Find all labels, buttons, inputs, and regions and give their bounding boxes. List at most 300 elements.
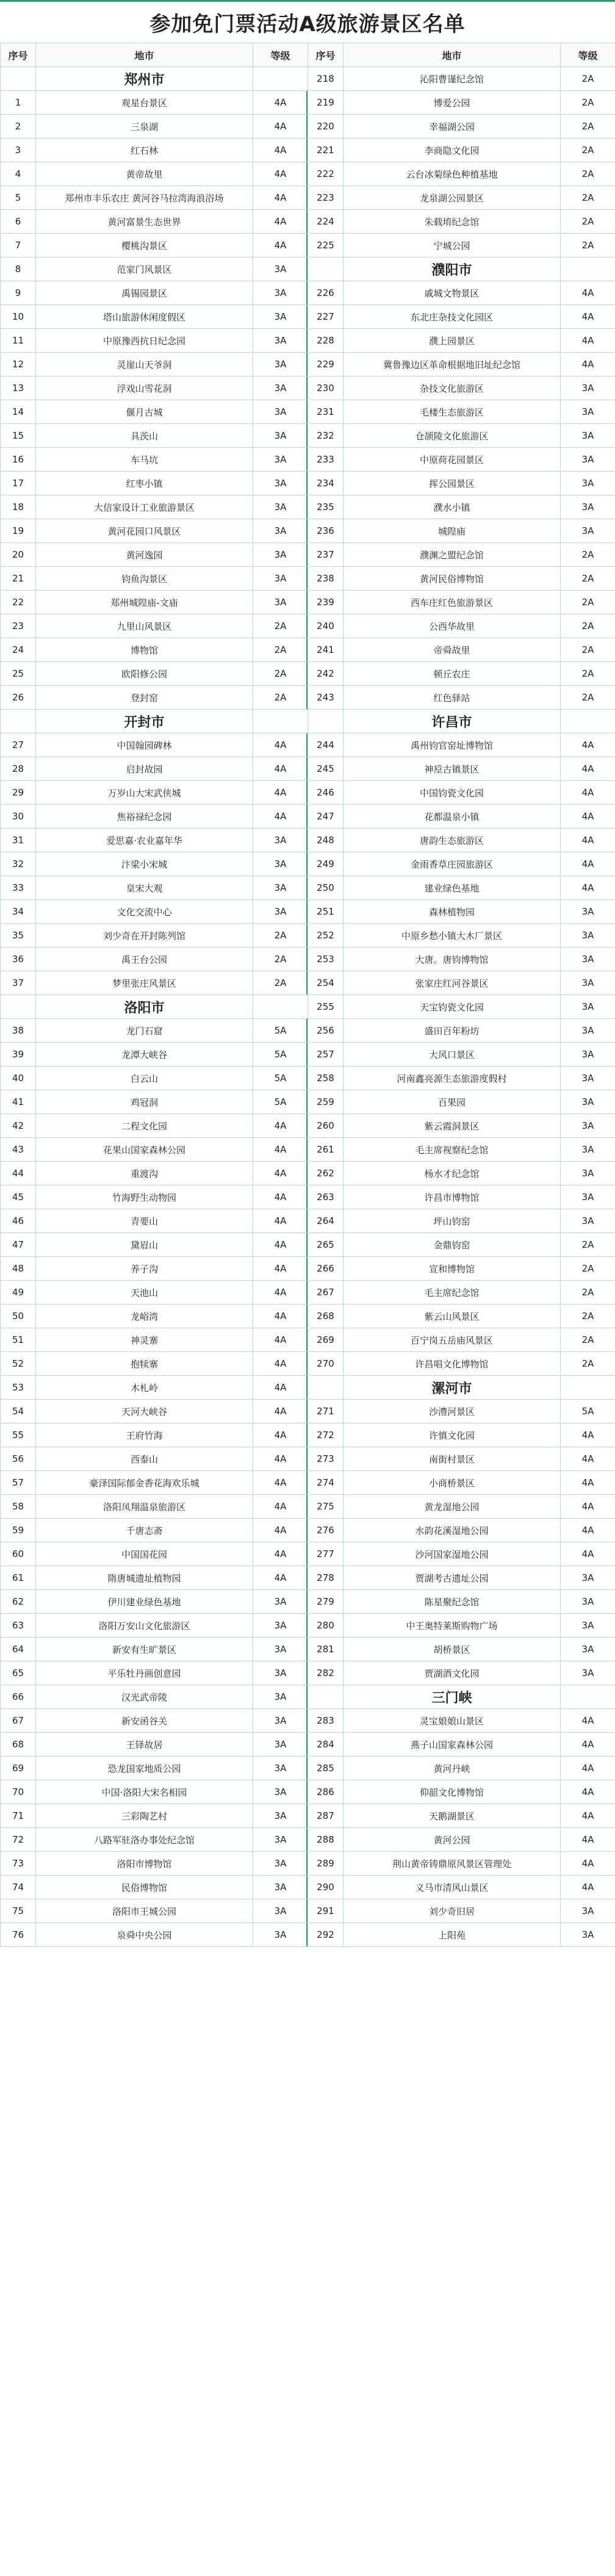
scenic-name: 沙河国家湿地公园 <box>343 1542 561 1566</box>
table-row <box>308 281 615 305</box>
scenic-name: 西泰山 <box>36 1447 253 1471</box>
city-name: 郑州市 <box>36 67 253 91</box>
table-row <box>1 829 308 852</box>
scenic-name: 禹锡园景区 <box>36 281 253 305</box>
city-name: 三门峡 <box>343 1685 561 1709</box>
table-row <box>308 1614 615 1638</box>
row-number: 24 <box>1 638 36 662</box>
table-row <box>1 1852 308 1876</box>
table-row <box>308 353 615 376</box>
scenic-grade: 3A <box>561 1923 615 1947</box>
row-number: 277 <box>308 1542 343 1566</box>
row-number: 226 <box>308 281 343 305</box>
scenic-name: 中原乡愁小镇大木厂景区 <box>343 924 561 948</box>
table-row <box>1 900 308 924</box>
table-row <box>1 1519 308 1542</box>
row-number: 19 <box>1 519 36 543</box>
table-row <box>308 139 615 162</box>
scenic-grade: 4A <box>561 1757 615 1780</box>
scenic-grade: 3A <box>561 1638 615 1661</box>
city-name: 濮阳市 <box>343 257 561 281</box>
row-number: 8 <box>1 257 36 281</box>
scenic-name: 范家门风景区 <box>36 257 253 281</box>
scenic-name: 黄帝故里 <box>36 162 253 186</box>
row-number: 45 <box>1 1185 36 1209</box>
scenic-grade: 2A <box>561 1257 615 1281</box>
scenic-name: 新安有生旷景区 <box>36 1638 253 1661</box>
row-number: 13 <box>1 376 36 400</box>
scenic-grade: 4A <box>253 1281 308 1304</box>
scenic-name: 皇宋大观 <box>36 876 253 900</box>
scenic-name: 白云山 <box>36 1067 253 1090</box>
city-spacer <box>561 710 615 733</box>
row-number: 71 <box>1 1804 36 1828</box>
table-row <box>1 1376 308 1400</box>
row-number: 25 <box>1 662 36 686</box>
scenic-grade: 3A <box>253 900 308 924</box>
scenic-grade: 3A <box>561 900 615 924</box>
scenic-grade: 4A <box>253 1352 308 1376</box>
table-row <box>1 1614 308 1638</box>
row-number: 58 <box>1 1495 36 1519</box>
table-row <box>1 162 308 186</box>
city-spacer <box>308 1376 343 1400</box>
table-row <box>308 1852 615 1876</box>
scenic-name: 二程文化园 <box>36 1114 253 1138</box>
table-row <box>1 1328 308 1352</box>
row-number: 241 <box>308 638 343 662</box>
scenic-grade: 3A <box>561 1162 615 1185</box>
scenic-grade: 4A <box>253 1257 308 1281</box>
scenic-grade: 3A <box>253 1757 308 1780</box>
scenic-name: 唐韵生态旅游区 <box>343 829 561 852</box>
scenic-grade: 4A <box>561 329 615 353</box>
scenic-name: 建业绿色基地 <box>343 876 561 900</box>
table-row <box>308 519 615 543</box>
scenic-name: 水韵花溪湿地公园 <box>343 1519 561 1542</box>
table-row <box>308 115 615 139</box>
scenic-name: 王府竹海 <box>36 1423 253 1447</box>
table-row <box>1 781 308 805</box>
row-number: 70 <box>1 1780 36 1804</box>
row-number: 50 <box>1 1304 36 1328</box>
table-row <box>1 1352 308 1376</box>
table-row <box>308 686 615 710</box>
table-row <box>308 210 615 234</box>
scenic-name: 抱犊寨 <box>36 1352 253 1376</box>
table-row <box>1 1685 308 1709</box>
table-row <box>308 162 615 186</box>
scenic-grade: 3A <box>561 424 615 448</box>
row-number: 256 <box>308 1019 343 1043</box>
scenic-name: 中王奥特莱斯购物广场 <box>343 1614 561 1638</box>
row-number: 57 <box>1 1471 36 1495</box>
scenic-name: 平乐牡丹画创意园 <box>36 1661 253 1685</box>
scenic-grade: 4A <box>253 1447 308 1471</box>
scenic-grade: 3A <box>561 948 615 971</box>
table-row <box>1 876 308 900</box>
scenic-grade: 3A <box>253 519 308 543</box>
scenic-name: 黄河花园口风景区 <box>36 519 253 543</box>
scenic-name: 宣和博物馆 <box>343 1257 561 1281</box>
scenic-name: 八路军驻洛办事处纪念馆 <box>36 1828 253 1852</box>
scenic-grade: 2A <box>561 91 615 115</box>
scenic-name: 张家庄红河谷景区 <box>343 971 561 995</box>
scenic-grade: 4A <box>253 115 308 139</box>
scenic-name: 青要山 <box>36 1209 253 1233</box>
row-number: 66 <box>1 1685 36 1709</box>
row-number: 236 <box>308 519 343 543</box>
scenic-list <box>0 43 615 1947</box>
header-name: 地市 <box>36 43 253 67</box>
table-row <box>1 1733 308 1757</box>
row-number: 237 <box>308 543 343 567</box>
row-number: 286 <box>308 1780 343 1804</box>
table-row <box>1 543 308 567</box>
table-row <box>1 1804 308 1828</box>
table-row <box>308 448 615 472</box>
scenic-grade: 2A <box>561 638 615 662</box>
table-row <box>1 757 308 781</box>
table-row <box>308 1233 615 1257</box>
row-number: 9 <box>1 281 36 305</box>
row-number: 59 <box>1 1519 36 1542</box>
scenic-name: 黄河民俗博物馆 <box>343 567 561 591</box>
scenic-grade: 3A <box>253 1638 308 1661</box>
table-row <box>1 1019 308 1043</box>
row-number: 72 <box>1 1828 36 1852</box>
table-row <box>1 1638 308 1661</box>
scenic-name: 焦裕禄纪念园 <box>36 805 253 829</box>
row-number: 73 <box>1 1852 36 1876</box>
city-heading-row <box>308 257 615 281</box>
scenic-grade: 3A <box>561 376 615 400</box>
scenic-name: 天河大峡谷 <box>36 1400 253 1423</box>
city-name: 开封市 <box>36 710 253 733</box>
scenic-grade: 2A <box>561 686 615 710</box>
city-name: 漯河市 <box>343 1376 561 1400</box>
scenic-name: 杂技文化旅游区 <box>343 376 561 400</box>
row-number: 238 <box>308 567 343 591</box>
scenic-grade: 3A <box>561 995 615 1019</box>
scenic-name: 泉舜中央公园 <box>36 1923 253 1947</box>
row-number: 1 <box>1 91 36 115</box>
city-spacer <box>253 67 308 91</box>
row-number: 67 <box>1 1709 36 1733</box>
scenic-name: 车马坑 <box>36 448 253 472</box>
row-number: 32 <box>1 852 36 876</box>
table-row <box>308 1471 615 1495</box>
row-number: 37 <box>1 971 36 995</box>
table-row <box>308 900 615 924</box>
scenic-name: 许慎文化园 <box>343 1423 561 1447</box>
scenic-grade: 3A <box>253 1804 308 1828</box>
scenic-grade: 2A <box>253 614 308 638</box>
scenic-name: 木札岭 <box>36 1376 253 1400</box>
table-row <box>1 257 308 281</box>
table-row <box>1 1162 308 1185</box>
row-number: 33 <box>1 876 36 900</box>
row-number: 46 <box>1 1209 36 1233</box>
table-row <box>1 1590 308 1614</box>
row-number: 51 <box>1 1328 36 1352</box>
table-row <box>1 971 308 995</box>
table-row <box>308 186 615 210</box>
scenic-grade: 4A <box>561 733 615 757</box>
row-number: 266 <box>308 1257 343 1281</box>
table-row <box>1 519 308 543</box>
row-number: 16 <box>1 448 36 472</box>
scenic-grade: 4A <box>253 1162 308 1185</box>
scenic-grade: 3A <box>253 1828 308 1852</box>
scenic-grade: 5A <box>253 1067 308 1090</box>
table-row <box>308 495 615 519</box>
table-row <box>308 948 615 971</box>
row-number: 48 <box>1 1257 36 1281</box>
scenic-grade: 3A <box>561 495 615 519</box>
scenic-grade: 4A <box>253 1423 308 1447</box>
scenic-name: 毛主席视察纪念馆 <box>343 1138 561 1162</box>
scenic-name: 胡桥景区 <box>343 1638 561 1661</box>
scenic-grade: 4A <box>561 1780 615 1804</box>
header-grade: 等级 <box>253 43 308 67</box>
table-row <box>308 1733 615 1757</box>
scenic-grade: 3A <box>561 400 615 424</box>
scenic-grade: 3A <box>561 1566 615 1590</box>
table-row <box>1 305 308 329</box>
table-row <box>308 1257 615 1281</box>
row-number: 271 <box>308 1400 343 1423</box>
scenic-grade: 2A <box>561 543 615 567</box>
row-number: 254 <box>308 971 343 995</box>
table-row <box>308 1138 615 1162</box>
table-row <box>1 495 308 519</box>
row-number: 250 <box>308 876 343 900</box>
table-row <box>1 1138 308 1162</box>
table-row <box>1 1899 308 1923</box>
scenic-name: 郑州市丰乐农庄 黄河谷马拉湾海浪浴场 <box>36 186 253 210</box>
scenic-name: 黄河逸园 <box>36 543 253 567</box>
scenic-name: 许昌市博物馆 <box>343 1185 561 1209</box>
city-name: 洛阳市 <box>36 995 253 1019</box>
scenic-grade: 5A <box>253 1043 308 1067</box>
scenic-grade: 3A <box>253 591 308 614</box>
row-number: 289 <box>308 1852 343 1876</box>
row-number: 15 <box>1 424 36 448</box>
scenic-grade: 4A <box>253 1185 308 1209</box>
scenic-grade: 4A <box>561 829 615 852</box>
row-number: 257 <box>308 1043 343 1067</box>
table-row <box>1 1709 308 1733</box>
row-number: 284 <box>308 1733 343 1757</box>
scenic-grade: 2A <box>561 591 615 614</box>
row-number: 259 <box>308 1090 343 1114</box>
row-number: 65 <box>1 1661 36 1685</box>
row-number: 42 <box>1 1114 36 1138</box>
table-row <box>1 1780 308 1804</box>
row-number: 243 <box>308 686 343 710</box>
city-spacer <box>1 67 36 91</box>
row-number: 224 <box>308 210 343 234</box>
scenic-grade: 4A <box>253 1471 308 1495</box>
table-row <box>1 1233 308 1257</box>
row-number: 34 <box>1 900 36 924</box>
table-row <box>308 1923 615 1947</box>
header-grade: 等级 <box>561 43 615 67</box>
table-row <box>308 995 615 1019</box>
table-row <box>308 1304 615 1328</box>
scenic-name: 南街村景区 <box>343 1447 561 1471</box>
table-row <box>1 686 308 710</box>
table-row <box>308 424 615 448</box>
scenic-name: 幸福湖公园 <box>343 115 561 139</box>
table-row <box>308 1519 615 1542</box>
left-rows <box>1 67 308 1947</box>
scenic-grade: 4A <box>253 781 308 805</box>
city-heading-row <box>1 710 308 733</box>
scenic-name: 神灵寨 <box>36 1328 253 1352</box>
scenic-grade: 2A <box>561 567 615 591</box>
city-heading-row <box>1 995 308 1019</box>
city-heading-row <box>308 710 615 733</box>
table-row <box>1 281 308 305</box>
row-number: 279 <box>308 1590 343 1614</box>
scenic-name: 仰韶文化博物馆 <box>343 1780 561 1804</box>
city-spacer <box>1 710 36 733</box>
scenic-name: 豪泽国际郁金香花海欢乐城 <box>36 1471 253 1495</box>
row-number: 60 <box>1 1542 36 1566</box>
table-row <box>1 567 308 591</box>
table-row <box>308 1876 615 1899</box>
scenic-name: 沁阳曹谨纪念馆 <box>343 67 561 91</box>
table-row <box>308 1423 615 1447</box>
scenic-name: 王铎故居 <box>36 1733 253 1757</box>
scenic-name: 登封窑 <box>36 686 253 710</box>
scenic-grade: 2A <box>561 1352 615 1376</box>
scenic-name: 坪山钧窑 <box>343 1209 561 1233</box>
row-number: 41 <box>1 1090 36 1114</box>
scenic-grade: 5A <box>253 1019 308 1043</box>
row-number: 273 <box>308 1447 343 1471</box>
row-number: 252 <box>308 924 343 948</box>
row-number: 263 <box>308 1185 343 1209</box>
right-table <box>308 43 615 1947</box>
row-number: 222 <box>308 162 343 186</box>
row-number: 244 <box>308 733 343 757</box>
right-rows <box>308 67 615 1947</box>
scenic-grade: 2A <box>253 662 308 686</box>
row-number: 54 <box>1 1400 36 1423</box>
scenic-grade: 3A <box>561 1090 615 1114</box>
table-row <box>308 1281 615 1304</box>
scenic-name: 偃月古城 <box>36 400 253 424</box>
row-number: 291 <box>308 1899 343 1923</box>
scenic-grade: 3A <box>561 1209 615 1233</box>
scenic-grade: 4A <box>561 1542 615 1566</box>
scenic-name: 文化交流中心 <box>36 900 253 924</box>
city-spacer <box>561 1685 615 1709</box>
scenic-name: 帝舜故里 <box>343 638 561 662</box>
row-number: 20 <box>1 543 36 567</box>
scenic-grade: 3A <box>253 1733 308 1757</box>
scenic-grade: 4A <box>561 1828 615 1852</box>
table-row <box>308 1185 615 1209</box>
row-number: 36 <box>1 948 36 971</box>
scenic-name: 黄河丹峡 <box>343 1757 561 1780</box>
scenic-name: 郑州城隍庙-文庙 <box>36 591 253 614</box>
table-row <box>308 567 615 591</box>
scenic-grade: 2A <box>561 234 615 257</box>
scenic-grade: 3A <box>561 971 615 995</box>
scenic-grade: 2A <box>253 948 308 971</box>
scenic-grade: 2A <box>561 162 615 186</box>
row-number: 219 <box>308 91 343 115</box>
row-number: 56 <box>1 1447 36 1471</box>
row-number: 232 <box>308 424 343 448</box>
scenic-name: 宁城公园 <box>343 234 561 257</box>
table-row <box>308 1638 615 1661</box>
row-number: 27 <box>1 733 36 757</box>
city-spacer <box>308 1685 343 1709</box>
row-number: 269 <box>308 1328 343 1352</box>
scenic-name: 中国钧瓷文化园 <box>343 781 561 805</box>
scenic-grade: 4A <box>253 1376 308 1400</box>
row-number: 61 <box>1 1566 36 1590</box>
scenic-grade: 4A <box>561 1852 615 1876</box>
table-row <box>308 91 615 115</box>
scenic-grade: 3A <box>253 567 308 591</box>
scenic-grade: 3A <box>253 424 308 448</box>
table-row <box>1 400 308 424</box>
row-number: 26 <box>1 686 36 710</box>
scenic-name: 禹州钧官窑址博物馆 <box>343 733 561 757</box>
scenic-name: 樱桃沟景区 <box>36 234 253 257</box>
row-number: 63 <box>1 1614 36 1638</box>
row-number: 239 <box>308 591 343 614</box>
row-number: 233 <box>308 448 343 472</box>
scenic-grade: 3A <box>253 495 308 519</box>
row-number: 11 <box>1 329 36 353</box>
right-column <box>308 43 615 1947</box>
scenic-name: 中原豫西抗日纪念园 <box>36 329 253 353</box>
row-number: 251 <box>308 900 343 924</box>
table-row <box>1 1495 308 1519</box>
scenic-grade: 3A <box>253 1661 308 1685</box>
scenic-name: 冀鲁豫边区革命根据地旧址纪念馆 <box>343 353 561 376</box>
table-row <box>308 1542 615 1566</box>
scenic-grade: 4A <box>561 353 615 376</box>
scenic-name: 花都温泉小镇 <box>343 805 561 829</box>
table-row <box>308 1780 615 1804</box>
table-row <box>1 115 308 139</box>
scenic-grade: 3A <box>253 448 308 472</box>
scenic-name: 濮水小镇 <box>343 495 561 519</box>
scenic-name: 黄河公园 <box>343 1828 561 1852</box>
row-number: 261 <box>308 1138 343 1162</box>
scenic-grade: 4A <box>253 757 308 781</box>
scenic-name: 龙门石窟 <box>36 1019 253 1043</box>
scenic-grade: 2A <box>561 614 615 638</box>
table-row <box>308 876 615 900</box>
table-row <box>1 329 308 353</box>
table-header <box>1 43 308 67</box>
table-row <box>1 91 308 115</box>
scenic-grade: 2A <box>561 67 615 91</box>
scenic-grade: 4A <box>253 1519 308 1542</box>
row-number: 22 <box>1 591 36 614</box>
table-row <box>308 638 615 662</box>
table-row <box>1 353 308 376</box>
